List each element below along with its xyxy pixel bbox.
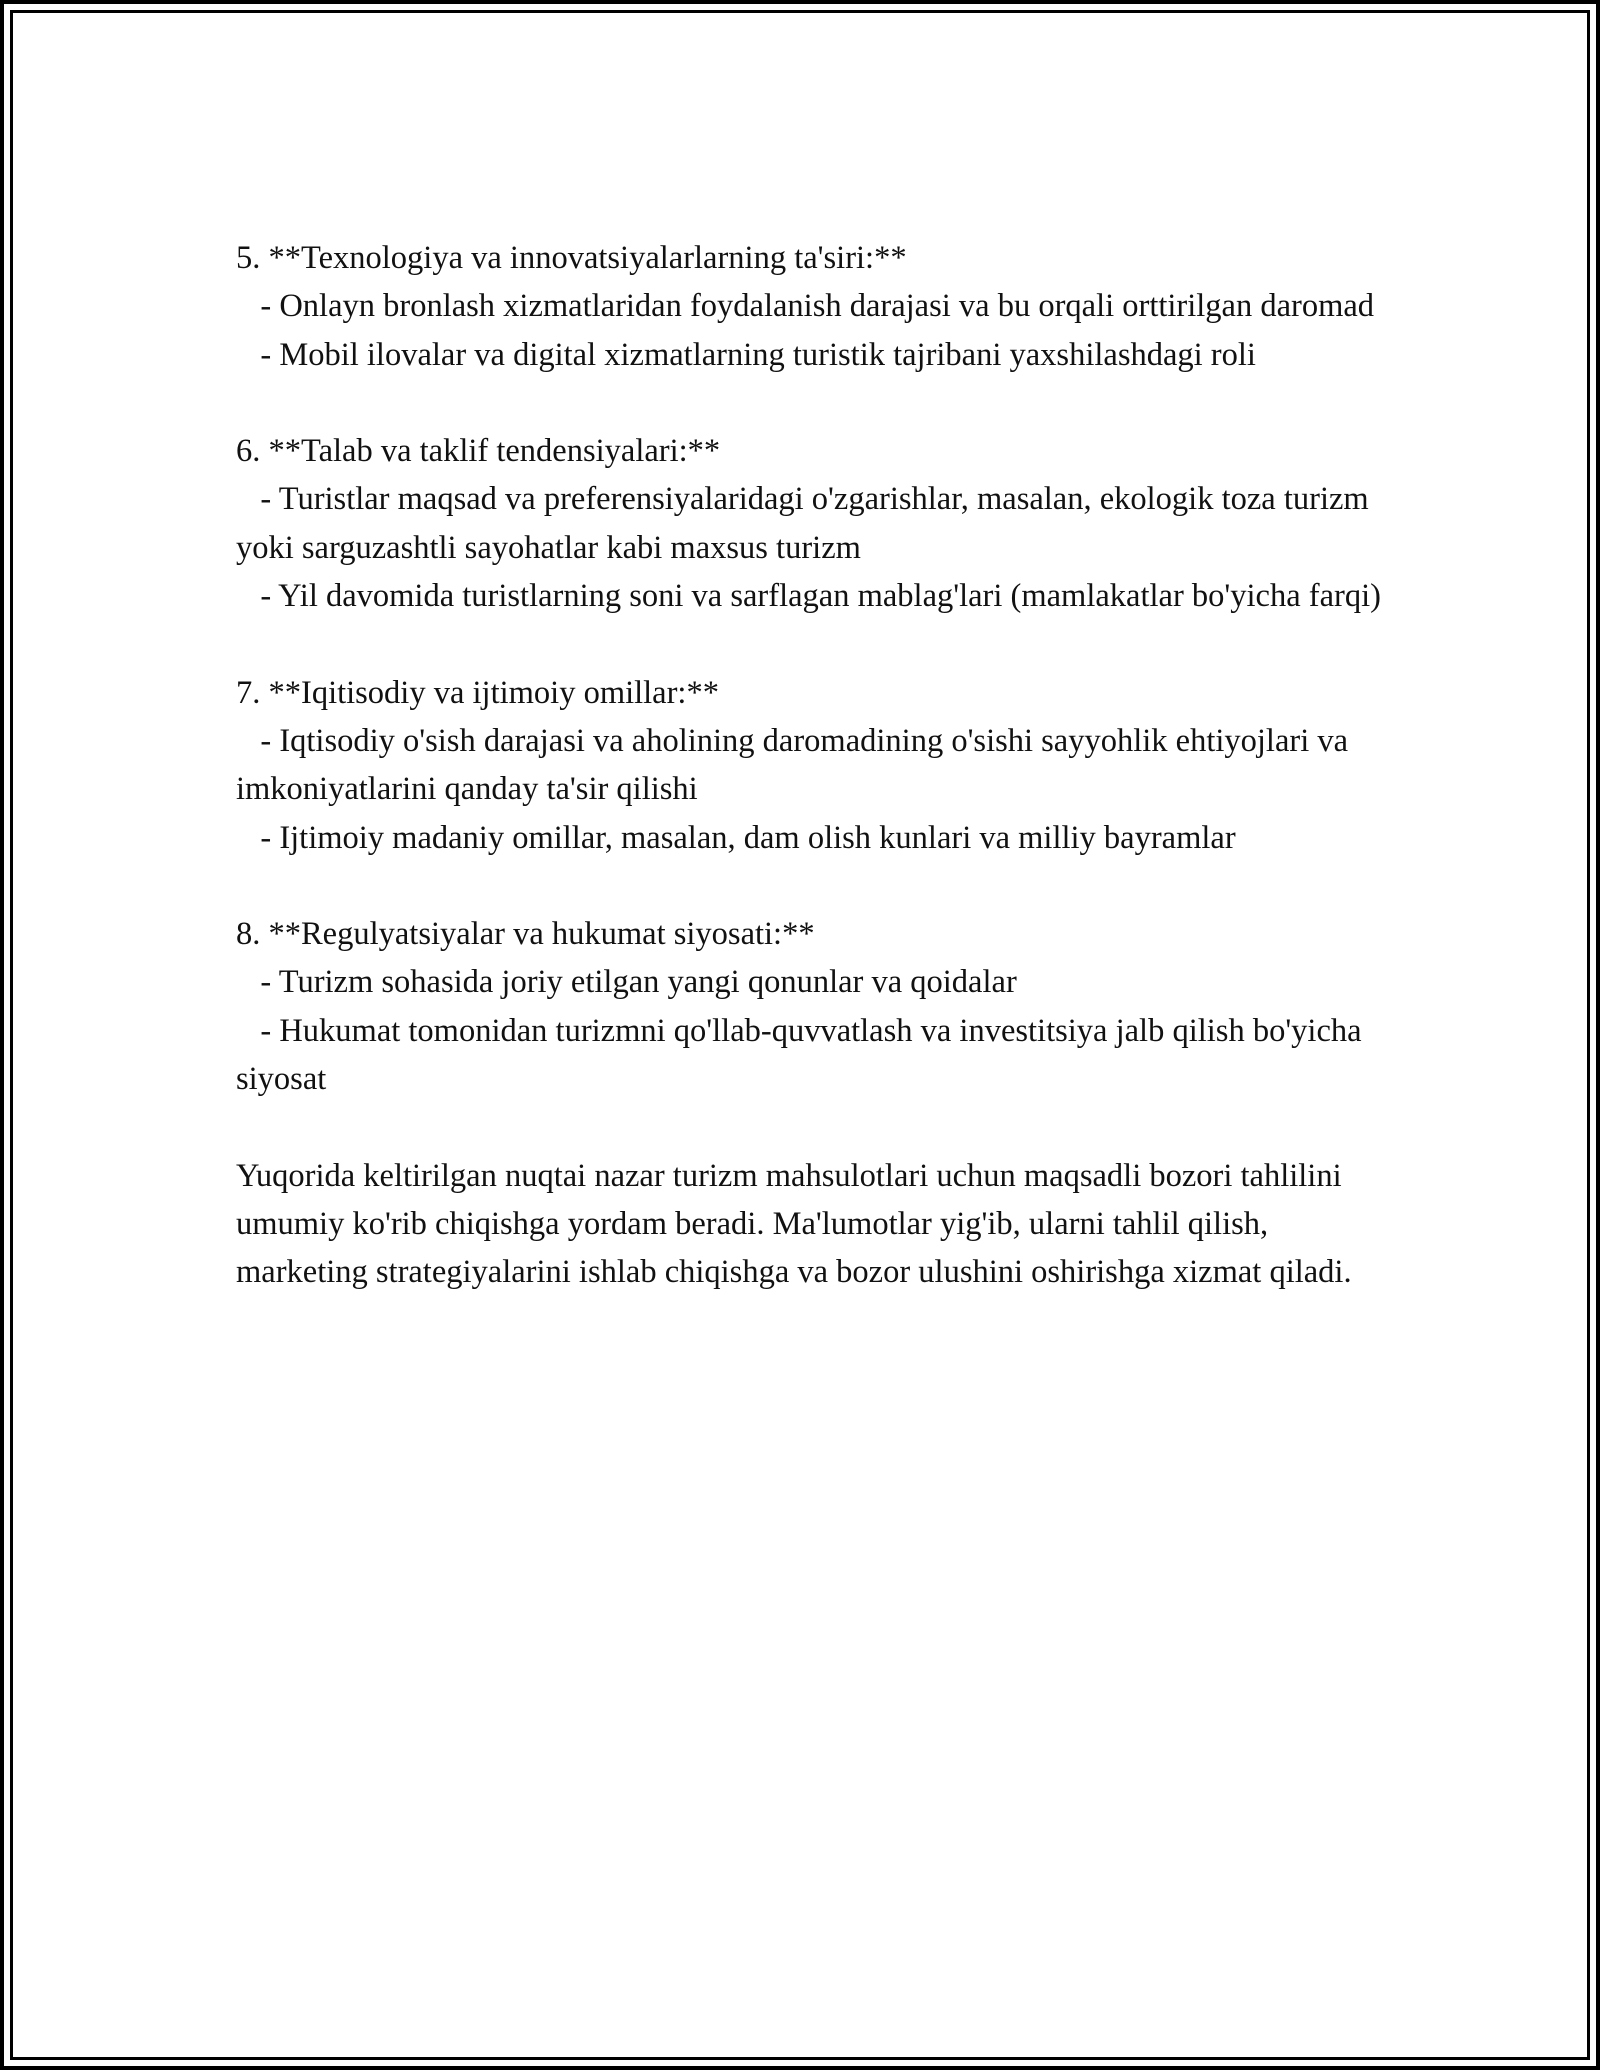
section-7 [236, 669, 1386, 862]
section-6 [236, 427, 1386, 620]
section-heading: 7. **Iqitisodiy va ijtimoiy omillar:** [236, 674, 719, 711]
section-heading: 8. **Regulyatsiyalar va hukumat siyosati:** [236, 916, 815, 953]
section-5 [236, 234, 1386, 379]
list-item: - Turistlar maqsad va preferensiyalaridagi o'zgarishlar, masalan, ekologik toza turizm yoki sarguzashtli sayohatlar kabi maxsus turizm [236, 481, 1377, 566]
section-heading: 5. **Texnologiya va innovatsiyalarlarning ta'siri:** [236, 240, 907, 276]
document-body [236, 234, 1386, 1345]
conclusion-paragraph [236, 1152, 1386, 1297]
list-item: - Onlayn bronlash xizmatlaridan foydalanish darajasi va bu orqali orttirilgan daromad [236, 288, 1375, 325]
list-item: - Turizm sohasida joriy etilgan yangi qonunlar va qoidalar [236, 964, 1017, 1001]
list-item: - Hukumat tomonidan turizmni qo'llab-quvvatlash va investitsiya jalb qilish bo'yicha siyosat [236, 1012, 1370, 1098]
conclusion-text: Yuqorida keltirilgan nuqtai nazar turizm mahsulotlari uchun maqsadli bozori tahlilini umumiy ko'rib chiqishga yordam beradi. Ma'lumotlar yig'ib, ularni tahlil qilish, marketing strategiyalarini ishlab chiqishga va bozor ulushini oshirishga xizmat qiladi. [236, 1157, 1352, 1291]
list-item: - Ijtimoiy madaniy omillar, masalan, dam olish kunlari va milliy bayramlar [236, 819, 1236, 856]
section-heading: 6. **Talab va taklif tendensiyalari:** [236, 433, 721, 470]
list-item: - Yil davomida turistlarning soni va sarflagan mablag'lari (mamlakatlar bo'yicha farqi) [236, 578, 1381, 615]
section-8 [236, 910, 1386, 1103]
list-item: - Iqtisodiy o'sish darajasi va aholining daromadining o'sishi sayyohlik ehtiyojlari va imkoniyatlarini qanday ta'sir qilishi [236, 722, 1357, 808]
list-item: - Mobil ilovalar va digital xizmatlarning turistik tajribani yaxshilashdagi roli [236, 336, 1256, 373]
